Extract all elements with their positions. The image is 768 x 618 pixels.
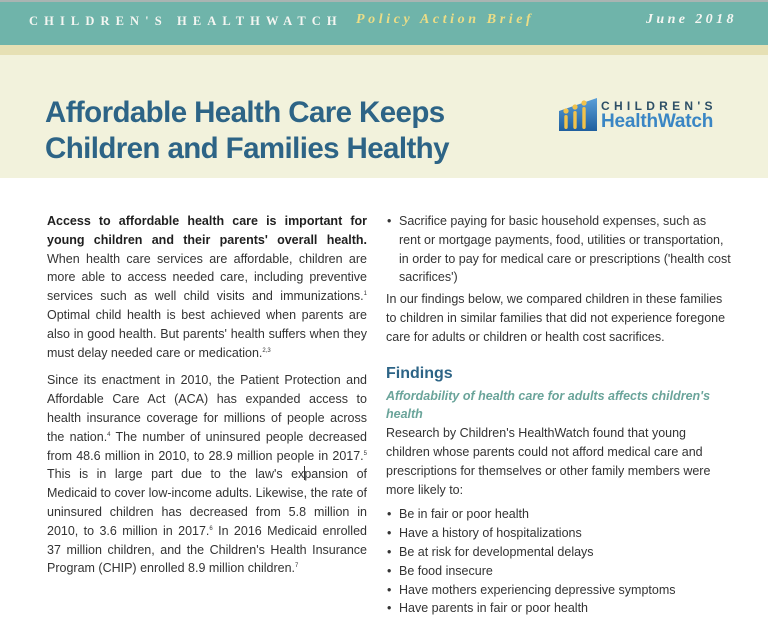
aca-text: Since its enactment in 2010, the Patient Protection and Affordable Care Act (ACA) has expanded access to health insurance coverage for millions of people across the nation. — [47, 373, 367, 444]
aca-text-4: In 2016 Medicaid enrolled 37 million children, and the Children's Health Insurance Program (CHIP) enrolled 8.9 million children. — [47, 523, 367, 576]
footnote-ref: 1 — [363, 291, 367, 298]
list-item: • Be in fair or poor health — [386, 505, 731, 524]
header-bar — [0, 0, 768, 45]
logo-line-1: CHILDREN'S — [601, 99, 717, 113]
intro-text: When health care services are affordable, children are more able to access needed care, including preventive services such as well child visits and immunizations. — [47, 251, 367, 304]
intro-text-2: Optimal child health is best achieved when parents are also in good health. But parents' health suffers when they must delay needed care or medication. — [47, 307, 367, 360]
title-line-1: Affordable Health Care Keeps — [45, 96, 445, 129]
title-banner — [0, 55, 768, 178]
list-item: • Be at risk for developmental delays — [386, 543, 731, 562]
comparison-paragraph: In our findings below, we compared children in these families to children in similar families that did not experience foregone care for adults or children or health cost sacrifices. — [386, 292, 726, 344]
footnote-ref: 6 — [209, 525, 213, 532]
publication-date: June 2018 — [646, 12, 737, 27]
aca-text-3a: This is in large part due to the law's ex — [47, 467, 305, 482]
intro-paragraph — [47, 212, 367, 362]
left-column — [47, 212, 367, 587]
findings-heading: Findings — [386, 364, 453, 382]
footnote-ref: 4 — [107, 431, 111, 438]
list-item: • Sacrifice paying for basic household expenses, such as rent or mortgage payments, food, utilities or transportation, in order to pay for medical care or prescriptions ('health cost sacrifices') — [386, 212, 731, 287]
footnote-ref: 5 — [363, 450, 367, 457]
title-line-2: Children and Families Healthy — [45, 132, 449, 165]
logo-line-2: HealthWatch — [601, 111, 714, 132]
list-item: • Be food insecure — [386, 562, 731, 581]
series-label: Policy Action Brief — [356, 12, 535, 27]
aca-paragraph — [47, 371, 367, 578]
healthwatch-logo — [557, 95, 737, 135]
findings-subheading: Affordability of health care for adults affects children's health — [386, 388, 711, 422]
list-item: • Have a history of hospitalizations — [386, 524, 731, 543]
research-paragraph: Research by Children's HealthWatch found that young children whose parents could not afford medical care and prescriptions for themselves or other family members were more likely to: — [386, 426, 711, 497]
sacrifice-list — [386, 212, 731, 287]
intro-bold-lead: Access to affordable health care is important for young children and their parents' overall health. — [47, 214, 367, 247]
divider-strip — [0, 45, 768, 55]
outcomes-list — [386, 505, 731, 618]
list-item: • Have mothers experiencing depressive symptoms — [386, 581, 731, 600]
brand-name: CHILDREN'S HEALTHWATCH — [29, 14, 343, 28]
aca-text-2: The number of uninsured people decreased from 48.6 million in 2010, to 28.9 million people in 2017. — [47, 429, 367, 463]
footnote-ref: 2,3 — [262, 347, 271, 354]
list-item: • Have parents in fair or poor health — [386, 599, 731, 618]
page-title — [45, 95, 449, 167]
footnote-ref: 7 — [295, 563, 299, 570]
bar-chart-people-icon — [557, 95, 599, 131]
aca-text-3b: pansion of Medicaid to cover low-income adults. Likewise, the rate of uninsured children has decreased from 5.8 million in 2010, to 3.6 million in 2017. — [47, 467, 368, 538]
right-column — [386, 212, 731, 618]
